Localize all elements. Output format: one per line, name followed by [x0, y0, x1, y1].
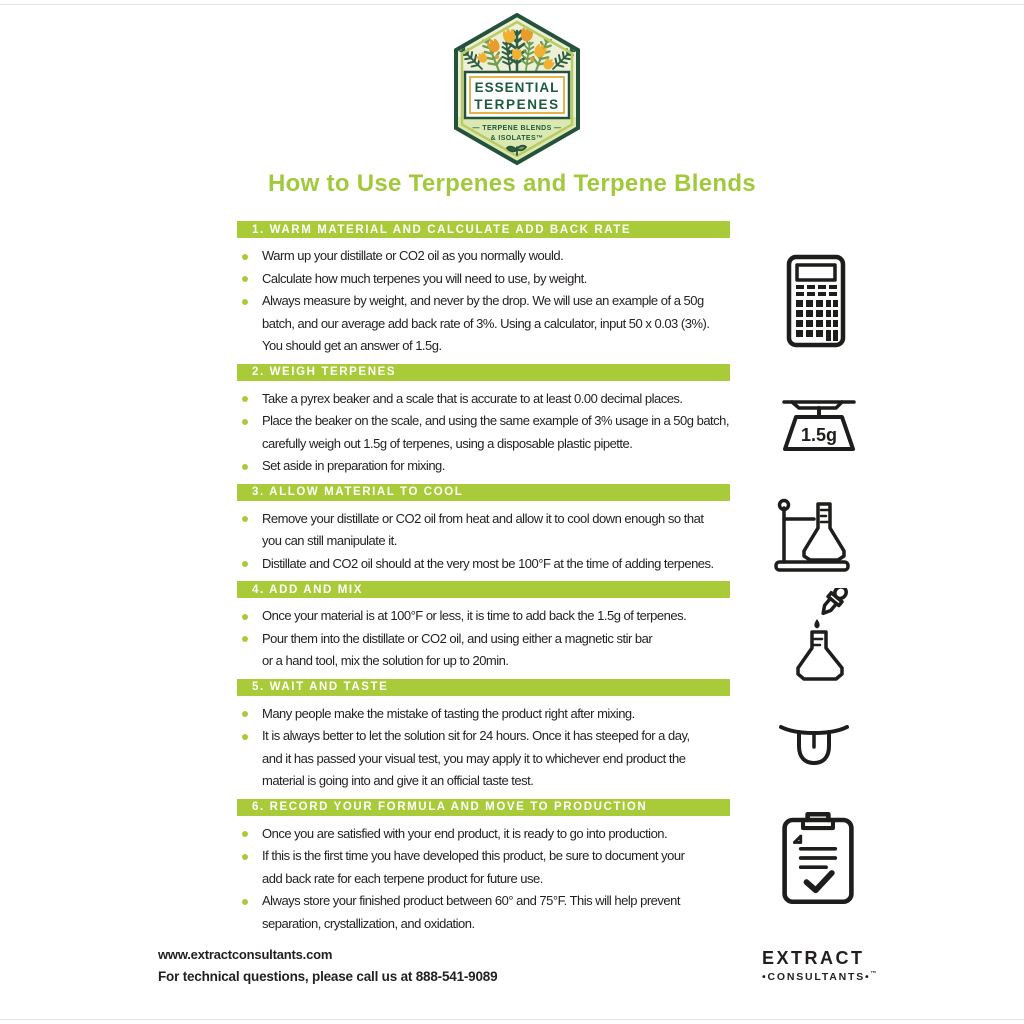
logo-wordmark-line1: ESSENTIAL: [474, 80, 560, 95]
logo-wordmark-line2: TERPENES: [474, 97, 560, 112]
bullet-item: [237, 455, 730, 478]
section-6: [237, 799, 730, 936]
bullet-item: [237, 703, 730, 726]
bullet-line: batch, and our average add back rate of 3%. Using a calculator, input 50 x 0.03 (3%).: [262, 315, 710, 331]
bullet-line: Distillate and CO2 oil should at the very most be 100°F at the time of adding terpenes.: [262, 555, 714, 571]
bullet-line: It is always better to let the solution sit for 24 hours. Once it has steeped for a day,: [262, 728, 690, 743]
bullet-line: or a hand tool, mix the solution for up to 20min.: [262, 653, 509, 668]
extract-consultants-logo: [762, 948, 882, 983]
bullet-line: Remove your distillate or CO2 oil from heat and allow it to cool down enough so that: [262, 510, 704, 526]
bullet-line: add back rate for each terpene product for future use.: [262, 870, 543, 886]
section-header-bar: 2. WEIGH TERPENES: [237, 364, 730, 381]
footer-contact: [158, 947, 497, 984]
bullet-item: [237, 628, 730, 673]
logo-subline2: & ISOLATES™: [490, 135, 544, 142]
section-1: [237, 221, 730, 358]
section-5: [237, 679, 730, 793]
bottom-edge-divider: [0, 1019, 1024, 1020]
scale-icon: [779, 397, 859, 455]
bullet-list: [237, 703, 730, 793]
bullet-item: [237, 410, 730, 455]
bullet-line: Always store your finished product between 60° and 75°F. This will help prevent: [262, 893, 680, 908]
bullet-item: [237, 890, 730, 935]
tongue-icon: [779, 718, 849, 772]
section-4: [237, 581, 730, 673]
section-header-bar: 4. ADD AND MIX: [237, 581, 730, 598]
bullet-item: [237, 823, 730, 846]
hexagon-logo-icon: [452, 13, 582, 165]
section-3: [237, 484, 730, 576]
calculator-icon: [786, 254, 846, 348]
bullet-line: and it has passed your visual test, you may apply it to whichever end product the: [262, 750, 686, 766]
page-title: How to Use Terpenes and Terpene Blends: [268, 170, 756, 197]
bullet-line: Warm up your distillate or CO2 oil as you normally would.: [262, 248, 564, 263]
section-header-bar: 1. WARM MATERIAL AND CALCULATE ADD BACK RATE: [237, 221, 730, 238]
bullet-line: Take a pyrex beaker and a scale that is accurate to at least 0.00 decimal places.: [262, 390, 683, 406]
bullet-list: [237, 605, 730, 673]
bullet-line: separation, crystallization, and oxidation.: [262, 915, 475, 931]
bullet-item: [237, 553, 730, 576]
support-phone-line: For technical questions, please call us at 888-541-9089: [158, 969, 498, 984]
bullet-line: material is going into and give it an official taste test.: [262, 773, 534, 788]
bullet-line: carefully weigh out 1.5g of terpenes, using a disposable plastic pipette.: [262, 435, 633, 451]
bullet-line: Calculate how much terpenes you will need to use, by weight.: [262, 270, 587, 286]
trademark-symbol: ™: [870, 971, 879, 977]
bullet-list: [237, 823, 730, 936]
bullet-line: you can still manipulate it.: [262, 533, 397, 548]
bullet-line: Many people make the mistake of tasting the product right after mixing.: [262, 705, 635, 721]
brand-wordmark: EXTRACT: [762, 948, 865, 968]
essential-terpenes-logo: [452, 13, 582, 165]
bullet-line: If this is the first time you have developed this product, be sure to document your: [262, 848, 685, 863]
bullet-line: Pour them into the distillate or CO2 oil, and using either a magnetic stir bar: [262, 630, 653, 646]
top-edge-divider: [0, 4, 1024, 5]
section-header-bar: 3. ALLOW MATERIAL TO COOL: [237, 484, 730, 501]
sections: [237, 221, 730, 941]
bullet-item: [237, 245, 730, 268]
section-header-bar: 6. RECORD YOUR FORMULA AND MOVE TO PRODUCTION: [237, 799, 730, 816]
bullet-line: Set aside in preparation for mixing.: [262, 458, 445, 473]
bullet-item: [237, 268, 730, 291]
clipboard-check-icon: [780, 808, 856, 908]
bullet-line: Place the beaker on the scale, and using the same example of 3% usage in a 50g batch,: [262, 413, 730, 428]
bullet-line: You should get an answer of 1.5g.: [262, 338, 442, 353]
section-header-bar: 5. WAIT AND TASTE: [237, 679, 730, 696]
bullet-list: [237, 388, 730, 478]
brand-subline: [762, 971, 882, 983]
flask-stand-icon: [772, 496, 852, 574]
dropper-flask-icon: [780, 588, 854, 683]
bullet-line: Always measure by weight, and never by the drop. We will use an example of a 50g: [262, 293, 704, 308]
bullet-list: [237, 508, 730, 576]
bullet-item: [237, 290, 730, 358]
bullet-item: [237, 388, 730, 411]
scale-readout: 1.5g: [800, 425, 838, 445]
section-2: [237, 364, 730, 478]
brand-subline-text: •CONSULTANTS•: [762, 971, 871, 983]
logo-subline1: — TERPENE BLENDS —: [472, 125, 562, 132]
bullet-line: Once you are satisfied with your end product, it is ready to go into production.: [262, 825, 668, 841]
bullet-item: [237, 508, 730, 553]
bullet-item: [237, 725, 730, 793]
bullet-list: [237, 245, 730, 358]
bullet-item: [237, 845, 730, 890]
bullet-line: Once your material is at 100°F or less, it is time to add back the 1.5g of terpenes.: [262, 608, 687, 623]
bullet-item: [237, 605, 730, 628]
website-url: www.extractconsultants.com: [158, 947, 333, 962]
